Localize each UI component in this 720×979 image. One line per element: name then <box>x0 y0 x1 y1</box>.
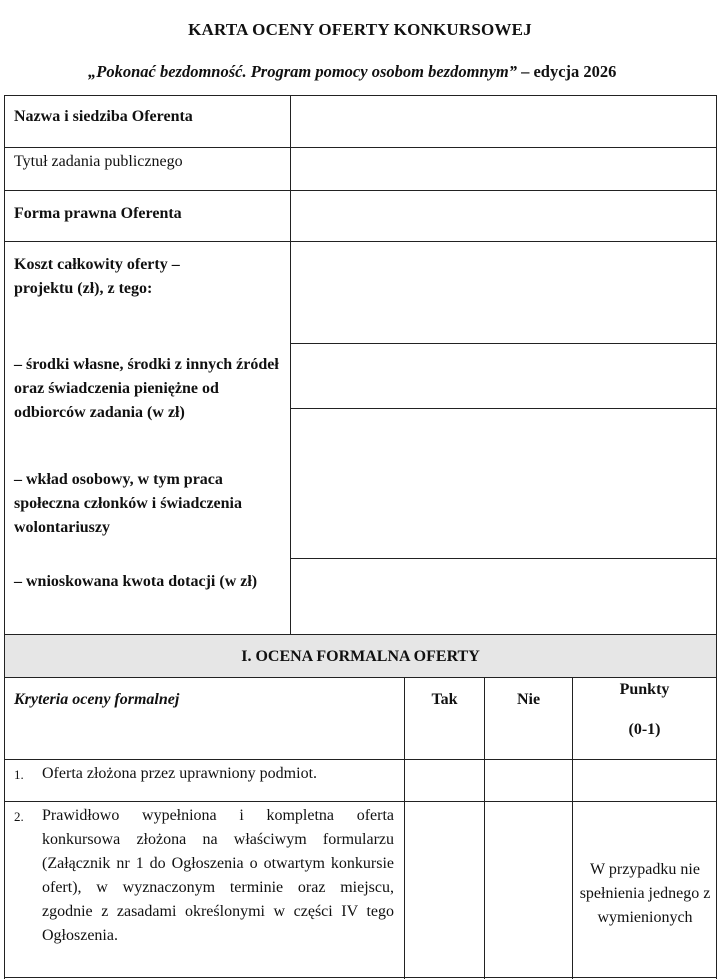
program-name: „Pokonać bezdomność. Program pomocy osobom bezdomnym” <box>88 62 517 81</box>
points-note: W przypadku nie spełnienia jednego z wymienionych <box>579 861 711 926</box>
points-range-label: (0-1) <box>628 721 661 738</box>
criterion-text: Oferta złożona przez uprawniony podmiot. <box>42 765 318 782</box>
personal-contribution-label: – wkład osobowy, w tym praca społeczna członków i świadczenia wolontariuszy <box>14 471 242 536</box>
page-subtitle <box>88 62 616 82</box>
yes-column-header: Tak <box>431 691 458 708</box>
oferent-name-label: Nazwa i siedziba Oferenta <box>14 108 193 125</box>
edition-label: – edycja 2026 <box>521 62 617 81</box>
no-column-header: Nie <box>516 691 541 708</box>
criterion-number: 2. <box>14 809 24 824</box>
points-column-header: Punkty <box>619 681 670 698</box>
section-title: I. OCENA FORMALNA OFERTY <box>241 648 480 665</box>
criteria-column-header: Kryteria oceny formalnej <box>14 691 180 708</box>
criterion-text: Prawidłowo wypełniona i kompletna oferta konkursowa złożona na właściwym formularzu (Załącznik nr 1 do Ogłoszenia o otwartym konkursie ofert), w wyznaczonym terminie oraz miejscu, zgodnie z zasadami określonymi w części IV tego Ogłoszenia. <box>42 807 394 944</box>
requested-grant-label: – wnioskowana kwota dotacji (w zł) <box>14 573 258 590</box>
own-funds-label: – środki własne, środki z innych źródeł oraz świadczenia pieniężne od odbiorców zadania (w zł) <box>14 356 279 421</box>
total-cost-label: Koszt całkowity oferty – projektu (zł), z tego: <box>14 256 180 297</box>
task-title-label: Tytuł zadania publicznego <box>14 153 183 170</box>
page-title: KARTA OCENY OFERTY KONKURSOWEJ <box>188 20 532 39</box>
criterion-number: 1. <box>14 767 24 782</box>
legal-form-label: Forma prawna Oferenta <box>14 205 182 222</box>
